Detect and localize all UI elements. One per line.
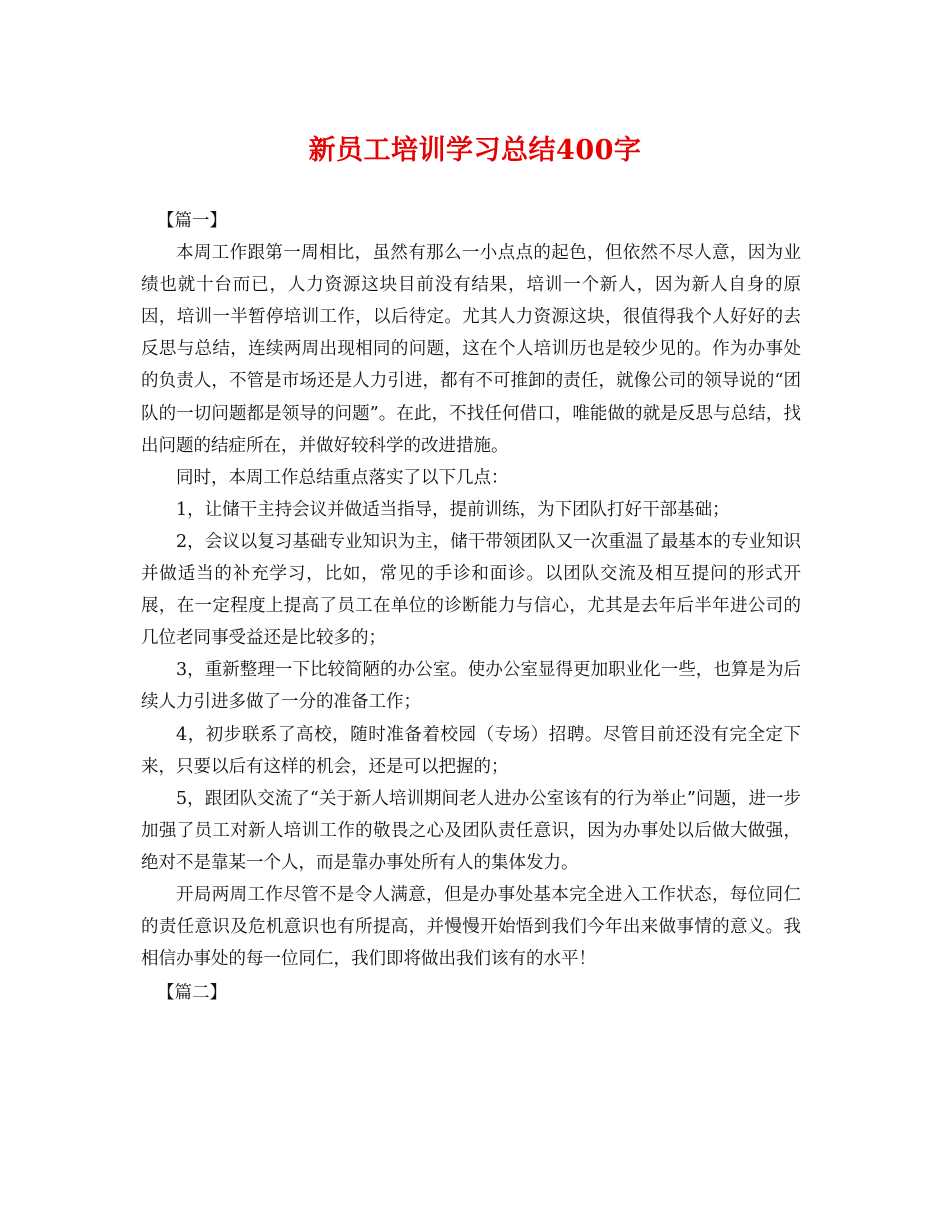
paragraph: 3，重新整理一下比较简陋的办公室。使办公室显得更加职业化一些，也算是为后续人力引进多做了一分的准备工作； xyxy=(141,660,801,713)
paragraph: 5，跟团队交流了“关于新人培训期间老人进办公室该有的行为举止”问题，进一步加强了员工对新人培训工作的敬畏之心及团队责任意识，因为办事处以后做大做强，绝对不是靠某一个人，而是靠办事处所有人的集体发力。 xyxy=(141,788,801,873)
paragraph: 4，初步联系了高校，随时准备着校园（专场）招聘。尽管目前还没有完全定下来，只要以后有这样的机会，还是可以把握的； xyxy=(141,724,801,777)
section-heading-2: 【篇二】 xyxy=(157,983,227,1004)
paragraph: 开局两周工作尽管不是令人满意，但是办事处基本完全进入工作状态，每位同仁的责任意识及危机意识也有所提高，并慢慢开始悟到我们今年出来做事情的意义。我相信办事处的每一位同仁，我们即将做出我们该有的水平！ xyxy=(141,884,801,970)
paragraph: 2，会议以复习基础专业知识为主，储干带领团队又一次重温了最基本的专业知识并做适当的补充学习，比如，常见的手诊和面诊。以团队交流及相互提问的形式开展，在一定程度上提高了员工在单位的诊断能力与信心，尤其是去年后半年进公司的几位老同事受益还是比较多的； xyxy=(141,531,801,649)
paragraph: 1，让储干主持会议并做适当指导，提前训练，为下团队打好干部基础； xyxy=(176,499,730,520)
paragraph: 同时，本周工作总结重点落实了以下几点： xyxy=(176,467,509,488)
document-title: 新员工培训学习总结400字 xyxy=(308,135,642,166)
document-body xyxy=(141,205,801,1009)
paragraph: 本周工作跟第一周相比，虽然有那么一小点点的起色，但依然不尽人意，因为业绩也就十台而已，人力资源这块目前没有结果，培训一个新人，因为新人自身的原因，培训一半暂停培训工作，以后待定。尤其人力资源这块，很值得我个人好好的去反思与总结，连续两周出现相同的问题，这在个人培训历也是较少见的。作为办事处的负责人，不管是市场还是人力引进，都有不可推卸的责任，就像公司的领导说的“团队的一切问题都是领导的问题”。在此，不找任何借口，唯能做的就是反思与总结，找出问题的结症所在，并做好较科学的改进措施。 xyxy=(141,243,801,456)
section-heading-1: 【篇一】 xyxy=(157,211,227,231)
